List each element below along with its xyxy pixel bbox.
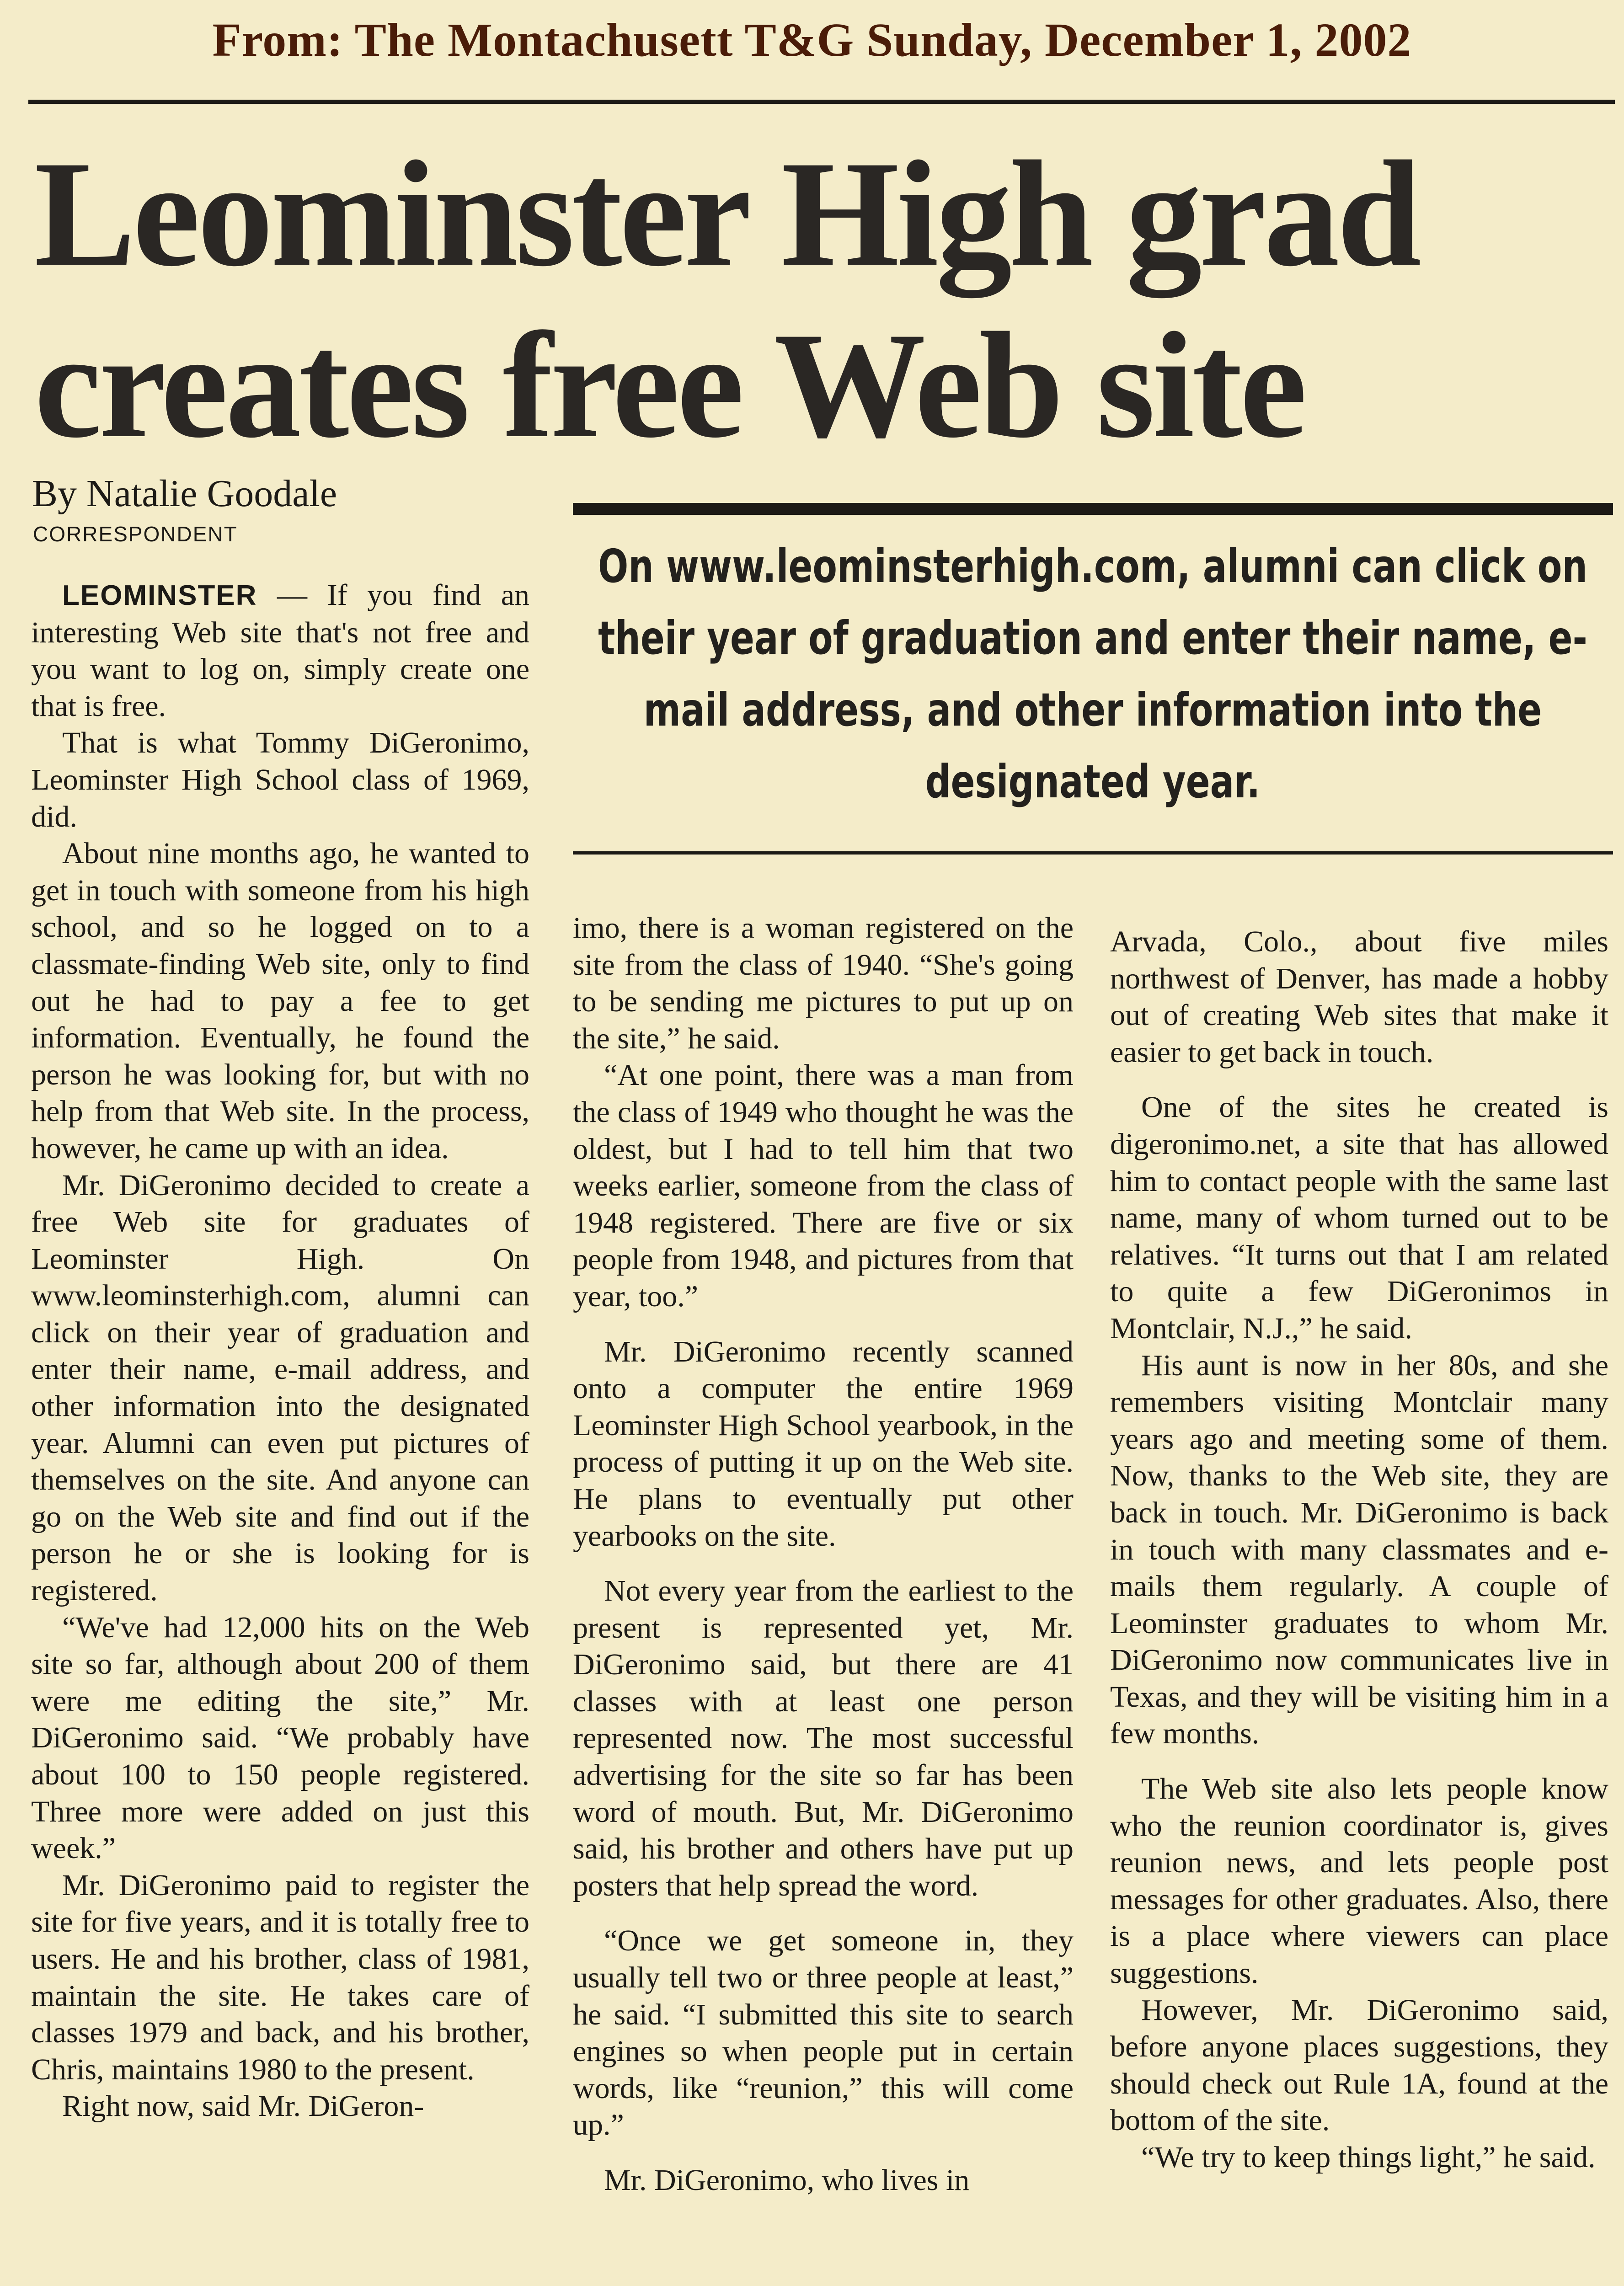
byline-role: CORRESPONDENT xyxy=(33,522,238,546)
pull-quote xyxy=(598,530,1588,817)
paragraph: Arvada, Colo., about five miles northwest of Denver, has made a hobby out of creating Web sites that make it easier to get back in touch. xyxy=(1110,925,1608,1069)
paragraph: That is what Tommy DiGeronimo, Leominster High School class of 1969, did. xyxy=(31,726,529,833)
paragraph: Mr. DiGeronimo paid to register the site for five years, and it is totally free to users. He and his brother, class of 1981, maintain the site. He takes care of classes 1979 and back, and his brother, Chris, maintains 1980 to the present. xyxy=(31,1868,529,2086)
article-column-2 xyxy=(573,910,1074,2199)
headline-line-1: Leominster High grad xyxy=(34,129,1419,298)
paragraph: Mr. DiGeronimo, who lives in xyxy=(604,2163,970,2197)
pull-quote-top-rule xyxy=(573,503,1613,515)
paragraph: “Once we get someone in, they usually tell two or three people at least,” he said. “I submitted this site to search engines so when people put in certain words, like “reunion,” this will come up.” xyxy=(573,1924,1074,2142)
headline-line-2: creates free Web site xyxy=(34,301,1304,469)
paragraph: “We've had 12,000 hits on the Web site so far, although about 200 of them were me editing the site,” Mr. DiGeronimo said. “We probably have about 100 to 150 people registered. Three more were added on just this week.” xyxy=(31,1610,529,1865)
paragraph: One of the sites he created is digeronimo.net, a site that has allowed him to contact people with the same last name, many of whom turned out to be relatives. “It turns out that I am related to quite a few DiGeronimos in Montclair, N.J.,” he said. xyxy=(1110,1090,1608,1345)
paragraph: The Web site also lets people know who the reunion coordinator is, gives reunion news, and lets people post messages for other graduates. Also, there is a place where viewers can place suggestions. xyxy=(1110,1772,1608,1990)
article-column-1 xyxy=(31,577,529,2125)
paragraph: “At one point, there was a man from the class of 1949 who thought he was the oldest, but I had to tell him that two weeks earlier, someone from the class of 1948 registered. There are five or six people from 1948, and pictures from that year, too.” xyxy=(573,1058,1074,1313)
headline xyxy=(34,128,1543,471)
paragraph: His aunt is now in her 80s, and she remembers visiting Montclair many years ago and meeting some of them. Now, thanks to the Web site, they are back in touch. Mr. DiGeronimo is back in touch with many classmates and e-mails them regularly. A couple of Leominster graduates to whom Mr. DiGeronimo now communicates live in Texas, and they will be visiting him in a few months. xyxy=(1110,1348,1608,1751)
paragraph-text: — If you find an interesting Web site that's not free and you want to log on, simply create one that is free. xyxy=(31,578,529,723)
pull-quote-text: On www.leominsterhigh.com, alumni can click on their year of graduation and enter their name, e-mail address, and other information into the designated year. xyxy=(598,539,1588,808)
pull-quote-bottom-rule xyxy=(573,851,1613,855)
dateline: LEOMINSTER xyxy=(62,580,257,611)
paragraph xyxy=(31,577,529,725)
paragraph: Mr. DiGeronimo recently scanned onto a computer the entire 1969 Leominster High School yearbook, in the process of putting it up on the Web site. He plans to eventually put other yearbooks on the site. xyxy=(573,1335,1074,1553)
top-rule xyxy=(28,100,1615,104)
paragraph: Not every year from the earliest to the present is represented yet, Mr. DiGeronimo said, but there are 41 classes with at least one person represented now. The most successful advertising for the site so far has been word of mouth. But, Mr. DiGeronimo said, his brother and others have put up posters that help spread the word. xyxy=(573,1574,1074,1902)
byline-author: By Natalie Goodale xyxy=(32,472,337,515)
paragraph: However, Mr. DiGeronimo said, before anyone places suggestions, they should check out Rule 1A, found at the bottom of the site. xyxy=(1110,1993,1608,2137)
article-column-3 xyxy=(1110,924,1608,2176)
source-line: From: The Montachusett T&G Sunday, December 1, 2002 xyxy=(212,14,1412,66)
paragraph: “We try to keep things light,” he said. xyxy=(1141,2141,1596,2174)
paragraph: imo, there is a woman registered on the site from the class of 1940. “She's going to be sending me pictures to put up on the site,” he said. xyxy=(573,911,1074,1055)
paragraph: About nine months ago, he wanted to get in touch with someone from his high school, and so he logged on to a classmate-finding Web site, only to find out he had to pay a fee to get information. Eventually, he found the person he was looking for, but with no help from that Web site. In the process, however, he came up with an idea. xyxy=(31,837,529,1165)
paragraph: Mr. DiGeronimo decided to create a free Web site for graduates of Leominster High. On www.leominsterhigh.com, alumni can click on their year of graduation and enter their name, e-mail address, and other information into the designated year. Alumni can even put pictures of themselves on the site. And anyone can go on the Web site and find out if the person he or she is looking for is registered. xyxy=(31,1168,529,1608)
paragraph: Right now, said Mr. DiGeron- xyxy=(62,2089,424,2123)
